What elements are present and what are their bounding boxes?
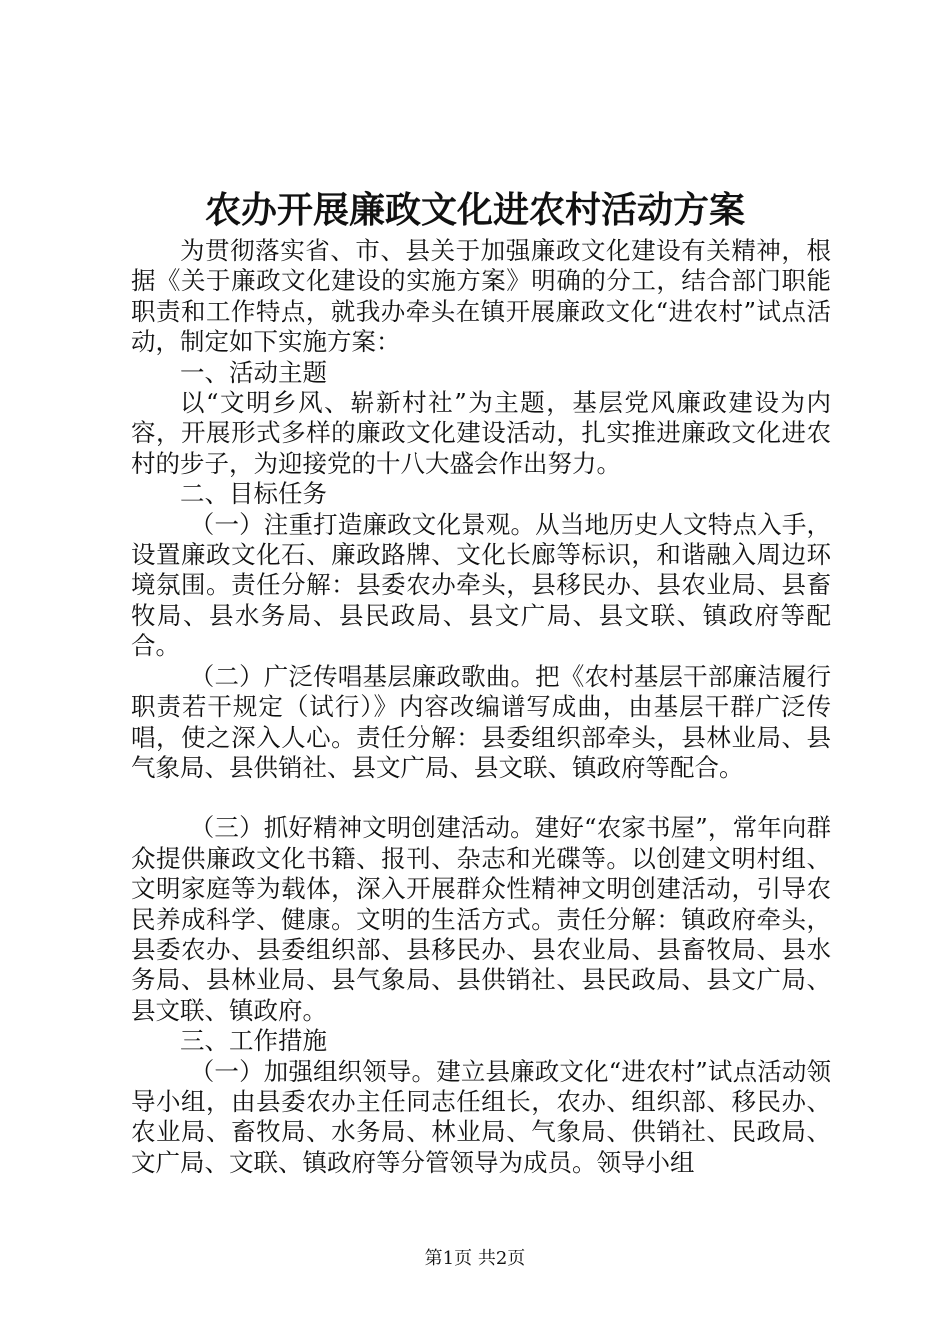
intro-paragraph: 为贯彻落实省、市、县关于加强廉政文化建设有关精神，根据《关于廉政文化建设的实施方案》明确的分工，结合部门职能职责和工作特点，就我办牵头在镇开展廉政文化“进农村”试点活动，制定如下实施方案： bbox=[131, 236, 831, 357]
task-paragraph-3: （三）抓好精神文明创建活动。建好“农家书屋”，常年向群众提供廉政文化书籍、报刊、杂志和光碟等。以创建文明村组、文明家庭等为载体，深入开展群众性精神文明创建活动，引导农民养成科学、健康。文明的生活方式。责任分解：镇政府牵头，县委农办、县委组织部、县移民办、县农业局、县畜牧局、县水务局、县林业局、县气象局、县供销社、县民政局、县文广局、县文联、镇政府。 bbox=[131, 813, 831, 1025]
section-heading-measures: 三、工作措施 bbox=[180, 1026, 327, 1056]
document-body bbox=[131, 236, 831, 1178]
document-title: 农办开展廉政文化进农村活动方案 bbox=[204, 189, 745, 231]
measure-paragraph-1: （一）加强组织领导。建立县廉政文化“进农村”试点活动领导小组，由县委农办主任同志任组长，农办、组织部、移民办、农业局、畜牧局、水务局、林业局、气象局、供销社、民政局、文广局、文联、镇政府等分管领导为成员。领导小组 bbox=[131, 1056, 831, 1177]
task-paragraph-1: （一）注重打造廉政文化景观。从当地历史人文特点入手，设置廉政文化石、廉政路牌、文化长廊等标识，和谐融入周边环境氛围。责任分解：县委农办牵头，县移民办、县农业局、县畜牧局、县水务局、县民政局、县文广局、县文联、镇政府等配合。 bbox=[131, 509, 831, 661]
paragraph-gap bbox=[131, 783, 831, 813]
section-heading-theme: 一、活动主题 bbox=[180, 357, 327, 387]
theme-paragraph: 以“文明乡风、崭新村社”为主题，基层党风廉政建设为内容，开展形式多样的廉政文化建设活动，扎实推进廉政文化进农村的步子，为迎接党的十八大盛会作出努力。 bbox=[131, 388, 831, 478]
section-heading-tasks: 二、目标任务 bbox=[180, 479, 327, 509]
task-paragraph-2: （二）广泛传唱基层廉政歌曲。把《农村基层干部廉洁履行职责若干规定（试行）》内容改编谱写成曲，由基层干群广泛传唱，使之深入人心。责任分解：县委组织部牵头，县林业局、县气象局、县供销社、县文广局、县文联、镇政府等配合。 bbox=[131, 661, 831, 782]
page-footer: 第1页 共2页 bbox=[424, 1248, 526, 1269]
